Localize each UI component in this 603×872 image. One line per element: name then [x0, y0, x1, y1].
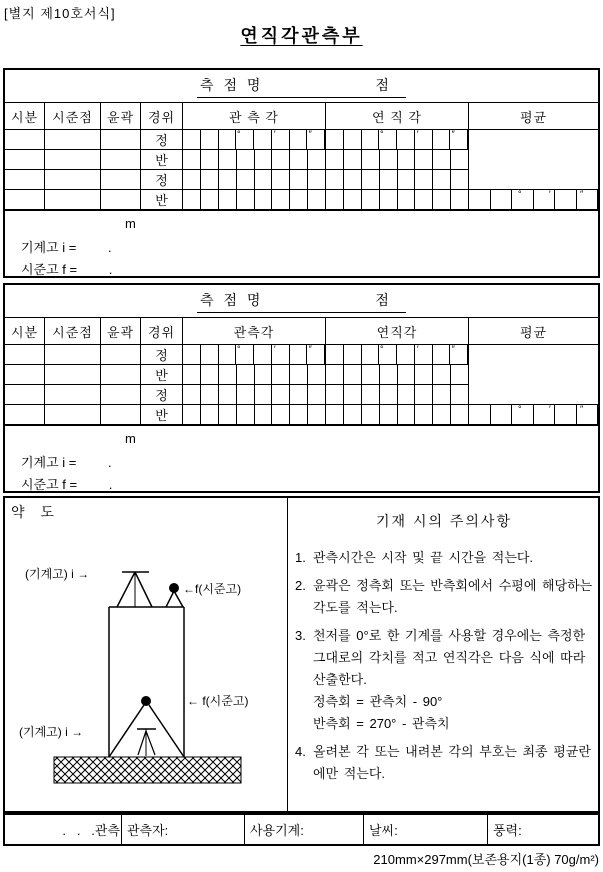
header-time: 시분	[5, 103, 45, 129]
angle-subcell	[555, 405, 577, 424]
angle-subcell	[362, 405, 380, 424]
angle-subcell	[255, 170, 273, 189]
empty-cell	[5, 385, 44, 405]
angle-subcell	[344, 365, 362, 384]
angle-subcell	[308, 385, 325, 404]
empty-cell	[101, 190, 140, 209]
empty-cell	[45, 365, 100, 385]
degree-mark: °	[379, 129, 384, 139]
angle-subcell	[237, 150, 255, 169]
angle-subrow	[326, 345, 468, 365]
angle-subcell	[272, 190, 290, 209]
angle-subcell	[201, 365, 219, 384]
formula-direct: 정측회 = 관측치 - 90°	[313, 694, 443, 709]
angle-subcell	[433, 170, 451, 189]
angle-subcell	[183, 345, 201, 364]
angle-subcell	[326, 190, 344, 209]
angle-subcell	[183, 170, 201, 189]
angle-subcell	[326, 345, 344, 364]
angle-subrow	[183, 150, 325, 170]
note-item-1	[295, 547, 593, 569]
observed-angle-column	[183, 130, 326, 209]
angle-subcell	[255, 405, 273, 424]
empty-cell	[45, 385, 100, 405]
empty-cell	[101, 170, 140, 190]
angle-subcell	[219, 150, 237, 169]
position-cell: 정	[141, 385, 182, 405]
angle-subcell	[433, 130, 451, 149]
angle-subcell	[577, 405, 599, 424]
table-grid	[5, 130, 598, 209]
angle-subcell	[255, 385, 273, 404]
degree-mark: °	[236, 129, 241, 139]
station-suffix-label: 점	[375, 76, 389, 93]
angle-subrow	[183, 365, 325, 385]
angle-subrow	[326, 190, 468, 209]
empty-cell	[101, 365, 140, 385]
header-vertical-angle: 연 직 각	[326, 103, 469, 129]
empty-cell	[5, 170, 44, 190]
target-point-column	[45, 130, 101, 209]
observer-cell: 관측자:	[122, 815, 245, 844]
angle-subcell	[183, 365, 201, 384]
angle-subcell	[415, 385, 433, 404]
angle-subcell	[433, 345, 451, 364]
angle-subcell	[397, 130, 415, 149]
header-position: 경위	[141, 103, 183, 129]
angle-subcell	[433, 190, 451, 209]
empty-cell	[45, 130, 100, 150]
angle-subcell	[308, 405, 325, 424]
note-item-2	[295, 575, 593, 619]
sketch-and-notes-block	[3, 496, 600, 813]
angle-subcell	[491, 190, 513, 209]
degree-mark: °	[236, 344, 241, 354]
time-column	[5, 345, 45, 424]
angle-subrow	[326, 385, 468, 405]
angle-subcell	[433, 150, 451, 169]
angle-subcell	[183, 405, 201, 424]
angle-subcell	[380, 365, 398, 384]
upper-instrument-height-label: (기계고) i →	[25, 567, 90, 581]
angle-subcell	[450, 130, 468, 149]
angle-subcell	[433, 405, 451, 424]
position-column	[141, 345, 183, 424]
survey-sketch-diagram	[5, 498, 288, 811]
mean-subrow	[469, 405, 598, 424]
angle-subrow	[326, 170, 468, 190]
empty-cell	[101, 405, 140, 424]
note-item-4	[295, 741, 593, 785]
empty-cell	[101, 150, 140, 170]
wind-cell: 풍력:	[493, 823, 522, 838]
angle-subcell	[290, 405, 308, 424]
angle-subcell	[344, 385, 362, 404]
empty-cell	[101, 130, 140, 150]
angle-subrow	[183, 130, 325, 150]
sight-height-value: .	[108, 477, 113, 492]
angle-subcell	[362, 150, 380, 169]
position-cell: 반	[155, 408, 168, 423]
page-title: 연직각관측부	[240, 26, 363, 46]
angle-subcell	[362, 190, 380, 209]
minute-mark: ′	[273, 129, 276, 139]
angle-subcell	[308, 150, 325, 169]
angle-subcell	[219, 385, 237, 404]
angle-subrow	[326, 130, 468, 150]
angle-subcell	[236, 130, 254, 149]
angle-subrow	[183, 385, 325, 405]
degree-mark: °	[518, 189, 522, 199]
angle-subcell	[469, 190, 491, 209]
station-name-row	[5, 70, 598, 103]
vertical-angle-column	[326, 130, 469, 209]
mean-column	[469, 130, 598, 209]
angle-subcell	[512, 190, 534, 209]
second-mark: ″	[451, 129, 455, 139]
angle-subcell	[398, 385, 416, 404]
column-header-row	[5, 318, 598, 345]
station-name-label: 측 점 명	[200, 76, 264, 93]
angle-subcell	[451, 385, 468, 404]
angle-subcell	[379, 345, 397, 364]
station-suffix-label: 점	[375, 291, 389, 308]
angle-subcell	[290, 150, 308, 169]
angle-subcell	[362, 365, 380, 384]
angle-subcell	[362, 170, 380, 189]
angle-subcell	[415, 130, 433, 149]
angle-subcell	[290, 130, 308, 149]
minute-mark: ′	[273, 344, 276, 354]
angle-subcell	[307, 345, 325, 364]
instrument-height-label: 기계고 i =	[21, 455, 77, 470]
outline-column	[101, 130, 141, 209]
angle-subcell	[255, 365, 273, 384]
angle-subcell	[398, 365, 416, 384]
angle-subcell	[451, 190, 468, 209]
angle-subcell	[451, 150, 468, 169]
angle-subcell	[415, 150, 433, 169]
empty-cell	[45, 150, 100, 170]
instrument-height-value: .	[108, 240, 112, 255]
angle-subrow	[326, 405, 468, 424]
angle-subcell	[344, 345, 362, 364]
mean-column	[469, 345, 598, 424]
angle-subcell	[398, 405, 416, 424]
angle-subcell	[397, 345, 415, 364]
empty-cell	[45, 405, 100, 424]
degree-mark: °	[379, 344, 384, 354]
table-grid	[5, 345, 598, 424]
header-time: 시분	[5, 318, 45, 344]
sight-height-label: 시준고 f =	[21, 262, 78, 277]
note-text: 천저를 0°로 한 기계를 사용할 경우에는 측정한 그대로의 각치를 적고 연직각은 다음 식에 따라 산출한다. 정측회 = 관측치 - 90° 반측회 = 270° - 관측치	[313, 625, 593, 735]
angle-subcell	[326, 130, 344, 149]
angle-subcell	[433, 385, 451, 404]
angle-subcell	[450, 345, 468, 364]
angle-subrow	[183, 170, 325, 190]
angle-subcell	[237, 190, 255, 209]
observation-date-cell: . . .관측	[5, 815, 122, 844]
angle-subcell	[451, 170, 468, 189]
header-observed-angle: 관 측 각	[183, 103, 326, 129]
angle-subcell	[380, 150, 398, 169]
position-cell: 정	[141, 130, 182, 150]
angle-subcell	[272, 365, 290, 384]
note-text: 관측시간은 시작 및 끝 시간을 적는다.	[313, 550, 534, 565]
angle-subcell	[272, 130, 290, 149]
angle-subcell	[344, 190, 362, 209]
angle-subcell	[219, 170, 237, 189]
lower-instrument-height-label: (기계고) i →	[19, 725, 84, 739]
vertical-angle-column	[326, 345, 469, 424]
position-cell: 정	[141, 170, 182, 190]
angle-subcell	[290, 345, 308, 364]
angle-subcell	[219, 365, 237, 384]
angle-subcell	[308, 365, 325, 384]
angle-subcell	[290, 190, 308, 209]
observation-table-1	[3, 68, 600, 278]
angle-subrow	[183, 190, 325, 209]
angle-subcell	[326, 150, 344, 169]
angle-subcell	[380, 385, 398, 404]
notes-pane	[288, 498, 598, 811]
target-point-column	[45, 345, 101, 424]
angle-subcell	[290, 170, 308, 189]
angle-subcell	[308, 170, 325, 189]
outline-column	[101, 345, 141, 424]
sight-height-label: 시준고 f =	[21, 477, 78, 492]
angle-subcell	[451, 365, 468, 384]
angle-subcell	[344, 405, 362, 424]
angle-subcell	[398, 190, 416, 209]
angle-subcell	[219, 405, 237, 424]
angle-subcell	[219, 345, 237, 364]
angle-subcell	[237, 405, 255, 424]
station-name-label: 측 점 명	[200, 291, 264, 308]
angle-subcell	[272, 170, 290, 189]
angle-subcell	[415, 190, 433, 209]
angle-subcell	[362, 385, 380, 404]
angle-subcell	[201, 130, 219, 149]
empty-cell	[5, 150, 44, 170]
sketch-title: 약 도	[11, 504, 60, 520]
angle-subcell	[201, 385, 219, 404]
angle-subcell	[308, 190, 325, 209]
second-mark: ″	[308, 344, 312, 354]
unit-label: m	[125, 431, 136, 446]
angle-subcell	[290, 385, 308, 404]
angle-subcell	[415, 405, 433, 424]
lower-sight-height-label: ← f(시준고)	[187, 694, 249, 708]
second-mark: ″	[308, 129, 312, 139]
column-header-row	[5, 103, 598, 130]
mean-subrow	[469, 190, 598, 209]
angle-subcell	[201, 150, 219, 169]
angle-subcell	[201, 170, 219, 189]
angle-subcell	[272, 405, 290, 424]
angle-subcell	[577, 190, 599, 209]
empty-cell	[45, 170, 100, 190]
angle-subcell	[201, 190, 219, 209]
angle-subcell	[272, 385, 290, 404]
angle-subcell	[272, 150, 290, 169]
second-mark: ″	[579, 189, 584, 199]
observation-table-2	[3, 283, 600, 493]
position-cell: 정	[141, 345, 182, 365]
header-target-point: 시준점	[45, 103, 101, 129]
angle-subcell	[183, 385, 201, 404]
header-outline: 윤곽	[101, 318, 141, 344]
empty-cell	[101, 345, 140, 365]
angle-subcell	[433, 365, 451, 384]
position-cell: 반	[141, 365, 182, 385]
angle-subcell	[255, 150, 273, 169]
observed-angle-column	[183, 345, 326, 424]
angle-subcell	[512, 405, 534, 424]
angle-subcell	[398, 170, 416, 189]
empty-cell	[5, 345, 44, 365]
angle-subcell	[344, 150, 362, 169]
second-mark: ″	[579, 404, 584, 414]
angle-subcell	[254, 130, 272, 149]
minute-mark: ′	[548, 189, 551, 199]
note-number: 2.	[295, 578, 306, 593]
angle-subcell	[201, 405, 219, 424]
minute-mark: ′	[416, 344, 419, 354]
form-number-label: [별지 제10호서식]	[4, 6, 116, 21]
angle-subcell	[183, 150, 201, 169]
empty-cell	[45, 345, 100, 365]
angle-subcell	[362, 345, 380, 364]
empty-cell	[101, 385, 140, 405]
angle-subcell	[555, 190, 577, 209]
note-number: 3.	[295, 628, 306, 643]
minute-mark: ′	[416, 129, 419, 139]
header-mean: 평균	[519, 324, 548, 340]
angle-subcell	[183, 130, 201, 149]
angle-subcell	[326, 365, 344, 384]
angle-subrow	[326, 365, 468, 385]
weather-cell: 날씨:	[364, 815, 488, 844]
note-text: 올려본 각 또는 내려본 각의 부호는 최종 평균란에만 적는다.	[313, 744, 591, 781]
note-number: 4.	[295, 744, 306, 759]
angle-subcell	[272, 345, 290, 364]
height-memo-area	[5, 424, 598, 492]
angle-subcell	[237, 365, 255, 384]
angle-subcell	[415, 345, 433, 364]
angle-subcell	[380, 170, 398, 189]
angle-subcell	[362, 130, 380, 149]
observation-info-row	[3, 813, 600, 846]
angle-subcell	[183, 190, 201, 209]
empty-cell	[5, 405, 44, 424]
angle-subcell	[254, 345, 272, 364]
sketch-pane	[5, 498, 288, 811]
empty-cell	[45, 190, 100, 209]
mean-merged-cell	[469, 130, 598, 190]
angle-subcell	[307, 130, 325, 149]
equipment-cell: 사용기계:	[245, 815, 364, 844]
angle-subcell	[469, 405, 491, 424]
angle-subrow	[326, 150, 468, 170]
header-position: 경위	[141, 318, 183, 344]
instrument-height-value: .	[108, 455, 112, 470]
angle-subcell	[491, 405, 513, 424]
angle-subcell	[380, 405, 398, 424]
notes-title: 기재 시의 주의사항	[376, 513, 512, 529]
height-memo-area	[5, 209, 598, 277]
empty-cell	[5, 190, 44, 209]
instrument-height-label: 기계고 i =	[21, 240, 77, 255]
angle-subcell	[344, 170, 362, 189]
second-mark: ″	[451, 344, 455, 354]
header-target-point: 시준점	[45, 318, 101, 344]
minute-mark: ′	[548, 404, 551, 414]
time-column	[5, 130, 45, 209]
header-outline: 윤곽	[101, 103, 141, 129]
angle-subcell	[219, 130, 237, 149]
angle-subcell	[237, 385, 255, 404]
angle-subcell	[379, 130, 397, 149]
angle-subcell	[326, 405, 344, 424]
angle-subcell	[534, 190, 556, 209]
angle-subcell	[415, 365, 433, 384]
note-number: 1.	[295, 550, 306, 565]
position-column	[141, 130, 183, 209]
empty-cell	[5, 130, 44, 150]
empty-cell	[5, 365, 44, 385]
header-mean: 평균	[519, 109, 548, 125]
note-text: 윤곽은 정측회 또는 반측회에서 수평에 해당하는 각도를 적는다.	[313, 578, 593, 615]
angle-subrow	[183, 405, 325, 424]
position-cell: 반	[155, 193, 168, 208]
header-vertical-angle: 연직각	[326, 318, 469, 344]
angle-subcell	[236, 345, 254, 364]
angle-subcell	[380, 190, 398, 209]
degree-mark: °	[518, 404, 522, 414]
paper-spec-footer: 210mm×297mm(보존용지(1종) 70g/m²)	[373, 852, 599, 867]
angle-subcell	[326, 170, 344, 189]
angle-subrow	[183, 345, 325, 365]
sight-height-value: .	[108, 262, 113, 277]
angle-subcell	[219, 190, 237, 209]
angle-subcell	[451, 405, 468, 424]
angle-subcell	[344, 130, 362, 149]
position-cell: 반	[141, 150, 182, 170]
mean-merged-cell	[469, 345, 598, 405]
unit-label: m	[125, 216, 136, 231]
formula-reverse: 반측회 = 270° - 관측치	[313, 716, 450, 731]
station-name-row	[5, 285, 598, 318]
angle-subcell	[534, 405, 556, 424]
angle-subcell	[326, 385, 344, 404]
header-observed-angle: 관측각	[183, 318, 326, 344]
angle-subcell	[201, 345, 219, 364]
angle-subcell	[415, 170, 433, 189]
note-item-3	[295, 625, 593, 735]
angle-subcell	[237, 170, 255, 189]
upper-sight-height-label: ←f(시준고)	[183, 582, 242, 596]
angle-subcell	[398, 150, 416, 169]
angle-subcell	[290, 365, 308, 384]
angle-subcell	[255, 190, 273, 209]
